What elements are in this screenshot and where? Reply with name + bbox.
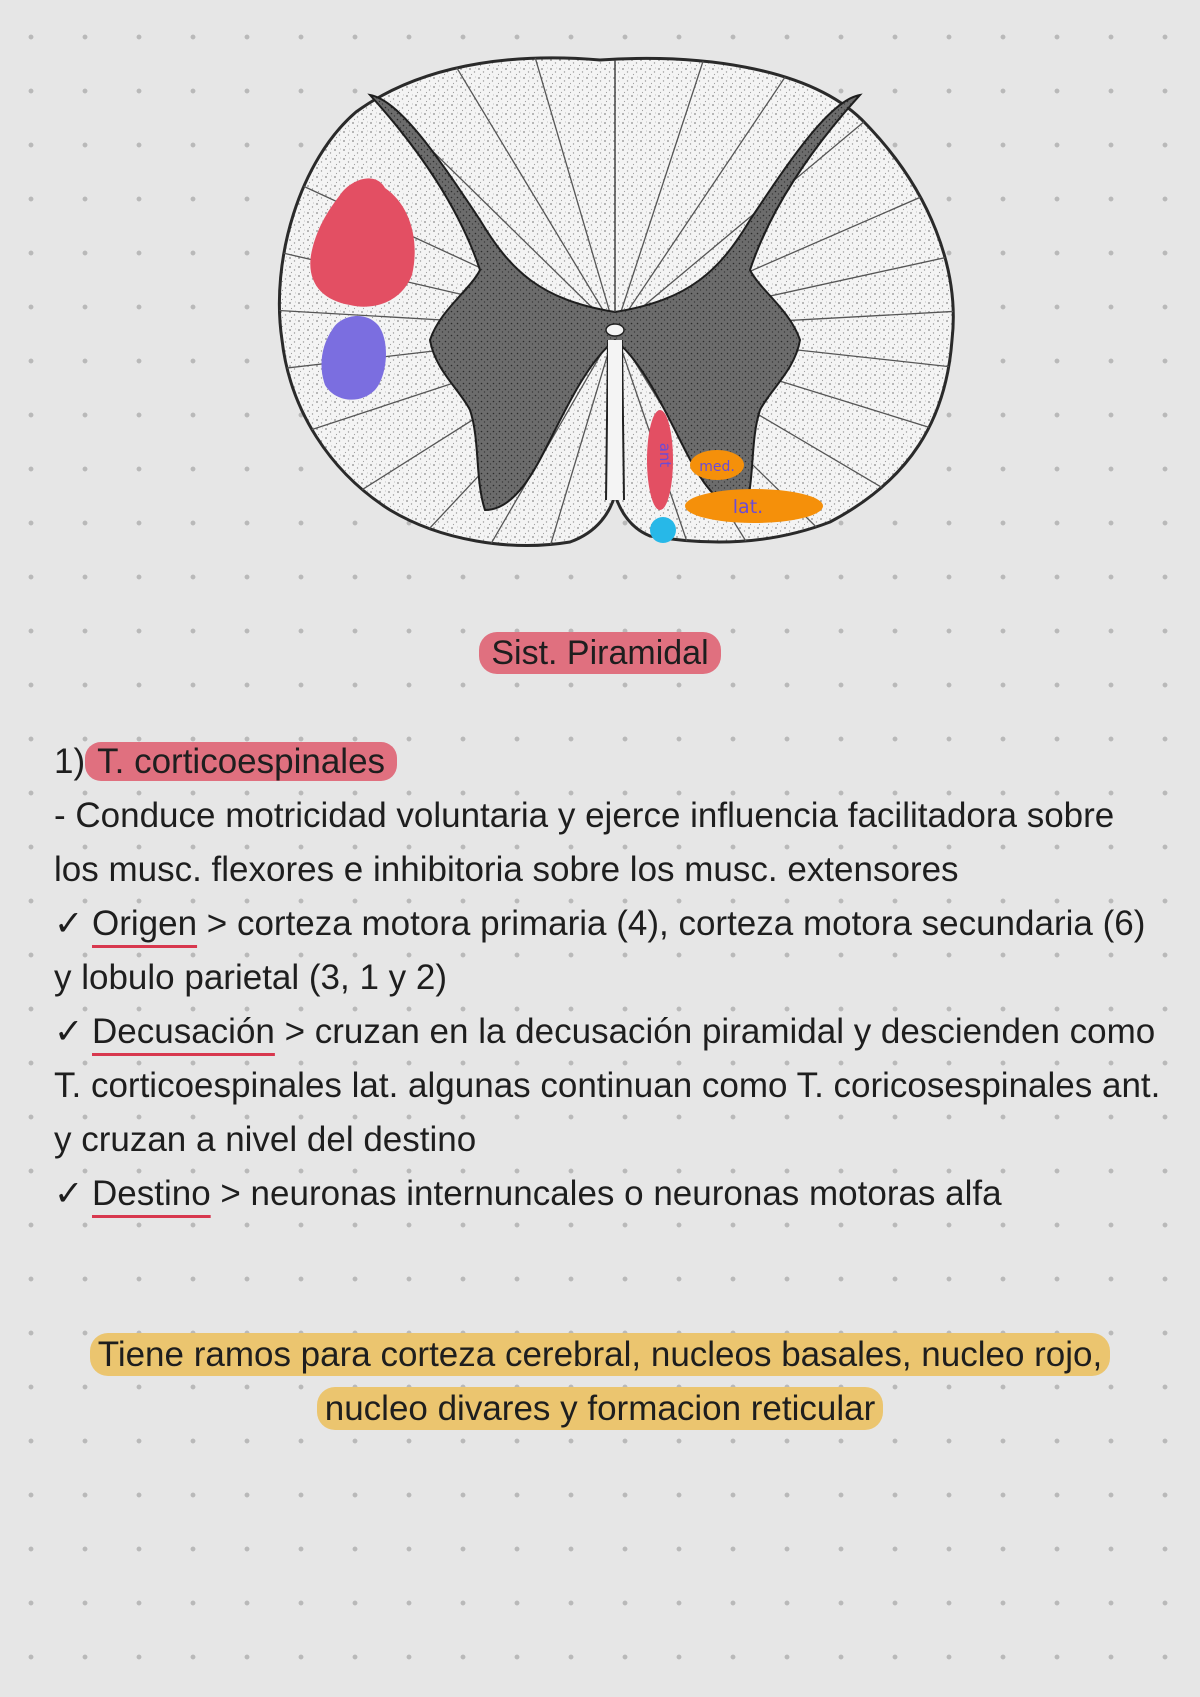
decussation-item [54, 1005, 1164, 1167]
decussation-label: Decusación [92, 1012, 275, 1051]
origin-item [54, 897, 1164, 1005]
destination-text: > neuronas internuncales o neuronas motoras alfa [210, 1174, 1002, 1213]
decussation-text: > cruzan en la decusación piramidal y descienden como T. corticoespinales lat. algunas continuan como T. coricosespinales ant. y cruzan a nivel del destino [54, 1012, 1161, 1159]
check-icon: ✓ [54, 1174, 84, 1213]
origin-label: Origen [92, 904, 198, 943]
anterior-tract-label: ant [656, 442, 674, 468]
notes-section [54, 735, 1164, 1221]
check-icon: ✓ [54, 1012, 84, 1051]
section-description: - Conduce motricidad voluntaria y ejerce influencia facilitadora sobre los musc. flexores e inhibitoria sobre los musc. extensores [54, 796, 1115, 889]
medial-tract-label: med. [699, 459, 735, 475]
central-canal [606, 324, 624, 336]
spinal-cord-cross-section-diagram [270, 40, 980, 590]
page-title-text: Sist. Piramidal [479, 632, 720, 674]
lateral-tract-label: lat. [732, 496, 764, 518]
section-number: 1) [54, 742, 86, 781]
section-heading-line [54, 735, 1164, 789]
summary-text: Tiene ramos para corteza cerebral, nucleos basales, nucleo rojo, nucleo divares y formacion reticular [90, 1333, 1111, 1430]
check-icon: ✓ [54, 904, 84, 943]
summary-note [40, 1328, 1160, 1436]
destination-item [54, 1167, 1164, 1221]
origin-text: > corteza motora primaria (4), corteza motora secundaria (6) y lobulo parietal (3, 1 y 2) [54, 904, 1146, 997]
cyan-tract-dot [650, 517, 676, 543]
section-heading: T. corticoespinales [85, 742, 397, 781]
destination-label: Destino [92, 1174, 211, 1213]
page-title [0, 632, 1200, 674]
